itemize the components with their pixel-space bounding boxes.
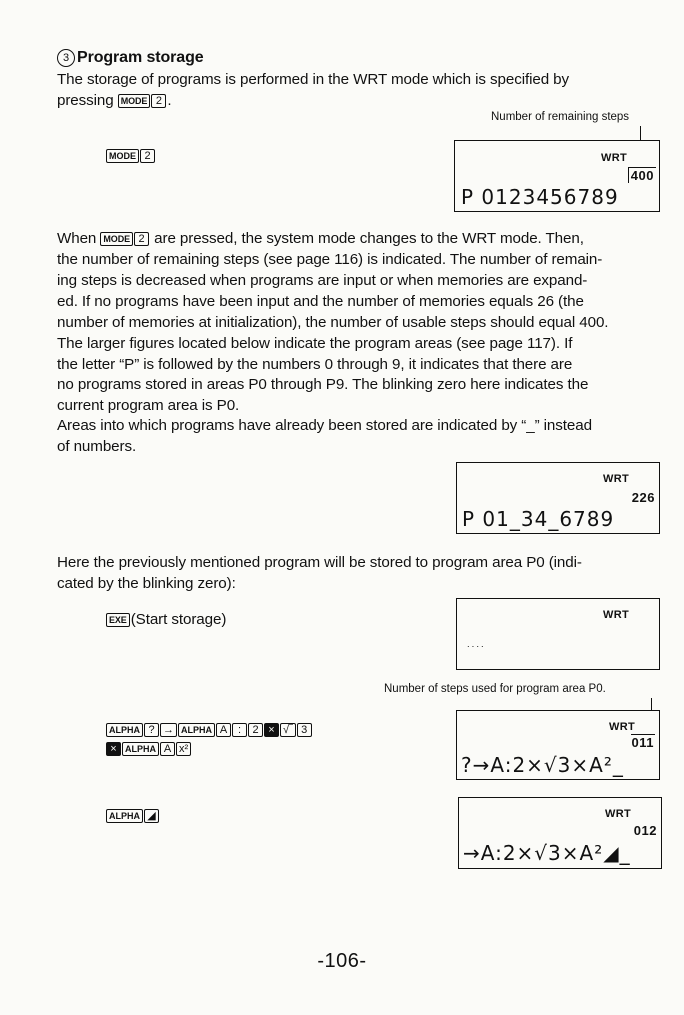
- blinking-cursor-icon: ˙˙˙˙: [467, 645, 486, 657]
- wrt-indicator: WRT: [603, 473, 629, 485]
- section-title: Program storage: [77, 49, 204, 66]
- wrt-indicator: WRT: [605, 808, 631, 820]
- delete-key: ◢: [144, 809, 159, 823]
- program-content-readout: ?→A:2×√3×A²_: [461, 753, 624, 777]
- remaining-steps-note: Number of remaining steps: [491, 111, 630, 123]
- section-heading: [57, 48, 204, 69]
- mode-key: MODE: [118, 94, 151, 108]
- arrow-key: →: [160, 723, 177, 737]
- question-key: ?: [144, 723, 159, 737]
- two-key: 2: [151, 94, 166, 108]
- wrt-indicator: WRT: [603, 609, 629, 621]
- section-number: 3: [57, 49, 75, 67]
- start-storage-label: (Start storage): [130, 611, 227, 628]
- body-line-5: number of memories at initialization), the number of usable steps should equal 400.: [57, 314, 609, 331]
- key-sequence-3: [106, 807, 160, 825]
- steps-used-note: Number of steps used for program area P0.: [384, 683, 606, 695]
- steps-counter: 012: [633, 823, 657, 838]
- here-line-1: Here the previously mentioned program will be stored to program area P0 (indi-: [57, 554, 582, 571]
- step-start-storage: [106, 610, 226, 631]
- lcd-display-3: [456, 598, 660, 670]
- program-content-readout: →A:2×√3×A²◢_: [463, 841, 631, 865]
- alpha-key: ALPHA: [106, 809, 143, 823]
- key-sequence-2a: [106, 721, 313, 739]
- alpha-key: ALPHA: [178, 723, 215, 737]
- lcd-display-4: [456, 710, 660, 780]
- intro-line-1: The storage of programs is performed in the WRT mode which is specified by: [57, 71, 570, 88]
- intro-line-2: pressing MODE 2 .: [57, 92, 172, 109]
- lcd-display-1: [454, 140, 660, 212]
- colon-key: :: [232, 723, 247, 737]
- alpha-key: ALPHA: [122, 742, 159, 756]
- body-line-1: When MODE 2 are pressed, the system mode changes to the WRT mode. Then,: [57, 230, 584, 247]
- times-key: ×: [264, 723, 279, 737]
- a-key: A: [216, 723, 231, 737]
- body-line-2: the number of remaining steps (see page 116) is indicated. The number of remain-: [57, 251, 603, 268]
- lcd-display-5: [458, 797, 662, 869]
- program-area-readout: P 0123456789: [461, 185, 619, 209]
- exe-key: EXE: [106, 613, 130, 627]
- two-key: 2: [134, 232, 149, 246]
- body-line-3: ing steps is decreased when programs are input or when memories are expand-: [57, 272, 588, 289]
- body-line-6: The larger figures located below indicate the program areas (see page 117). If: [57, 335, 573, 352]
- key-sequence-mode-2: [106, 147, 156, 165]
- body-line-7: the letter “P” is followed by the numbers 0 through 9, it indicates that there are: [57, 356, 573, 373]
- sqrt-key: √‾: [280, 723, 296, 737]
- times-key: ×: [106, 742, 121, 756]
- wrt-indicator: WRT: [609, 721, 635, 733]
- steps-counter: 226: [631, 490, 655, 505]
- body-line-10: Areas into which programs have already been stored are indicated by “_” instead: [57, 417, 592, 434]
- mode-key: MODE: [106, 149, 139, 163]
- key-sequence-2b: [106, 740, 192, 758]
- body-line-9: current program area is P0.: [57, 397, 240, 414]
- a-key: A: [160, 742, 175, 756]
- two-key: 2: [140, 149, 155, 163]
- two-key: 2: [248, 723, 263, 737]
- wrt-indicator: WRT: [601, 152, 627, 164]
- three-key: 3: [297, 723, 312, 737]
- body-line-8: no programs stored in areas P0 through P9. The blinking zero here indicates the: [57, 376, 589, 393]
- x-squared-key: x²: [176, 742, 191, 756]
- mode-key: MODE: [100, 232, 133, 246]
- here-line-2: cated by the blinking zero):: [57, 575, 236, 592]
- alpha-key: ALPHA: [106, 723, 143, 737]
- body-line-11: of numbers.: [57, 438, 137, 455]
- lcd-display-2: [456, 462, 660, 534]
- program-area-readout: P 01_34_6789: [462, 507, 615, 531]
- body-line-4: ed. If no programs have been input and the number of memories equals 26 (the: [57, 293, 584, 310]
- page-number: -106-: [317, 950, 367, 972]
- steps-counter: 400: [628, 167, 656, 183]
- steps-counter: 011: [631, 735, 654, 750]
